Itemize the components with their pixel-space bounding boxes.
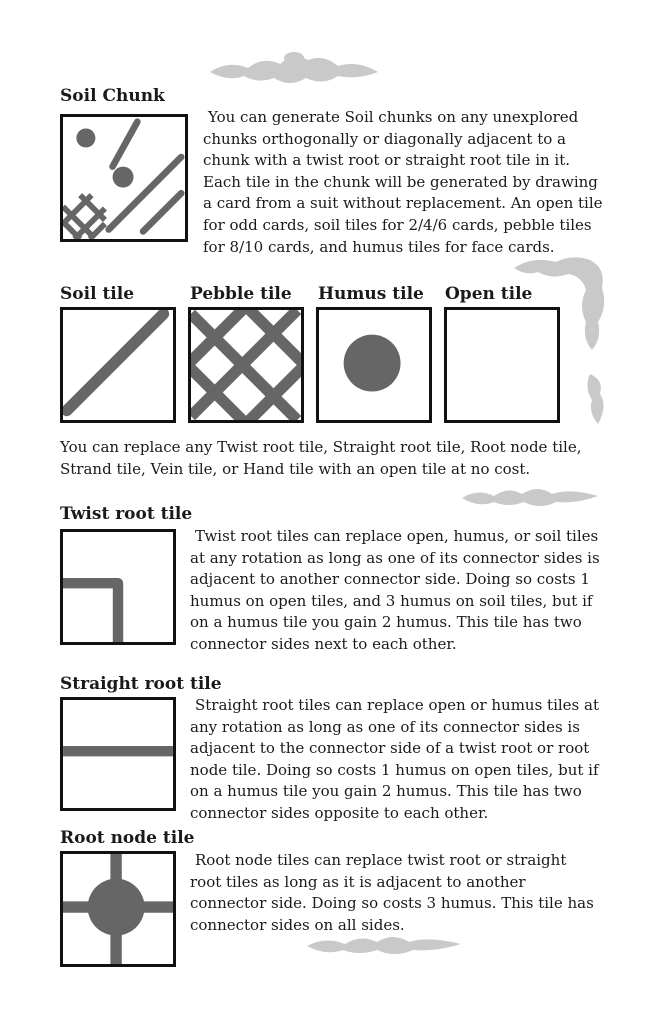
twist-root-text: Twist root tiles can replace open, humus, or soil tiles at any rotation as long as one of its connector sides is adjacent to another connector side. Doing so costs 1 humus on open tiles, and 3 humus on soil tiles, but if on a humus tile you gain 2 humus. This tile has two connector sides next to each other. — [190, 527, 600, 653]
replace-note: You can replace any Twist root tile, Straight root tile, Root node tile, Strand tile, Vein tile, or Hand tile with an open tile at no cost. — [60, 438, 582, 478]
soil-chunk-heading: Soil Chunk — [60, 86, 165, 106]
open-tile-label: Open tile — [445, 284, 533, 304]
open-tile — [444, 307, 560, 423]
soil-chunk-text: You can generate Soil chunks on any unexplored chunks orthogonally or diagonally adjacent to a chunk with a twist root or straight root tile in it. Each tile in the chunk will be generated by drawing a card from a suit without replacement. An open tile for odd cards, soil tiles for 2/4/6 cards, pebble tiles for 8/10 cards, and humus tiles for face cards. — [203, 108, 603, 256]
soil-tile — [60, 307, 176, 423]
straight-root-text: Straight root tiles can replace open or humus tiles at any rotation as long as one of its connector sides is adjacent to the connector side of a twist root or root node tile. Doing so costs 1 humus on open tiles, but if on a humus tile you gain 2 humus. This tile has two connector sides opposite to each other. — [190, 696, 599, 822]
pebble-tile-label: Pebble tile — [190, 284, 292, 304]
ornament-middle — [460, 482, 600, 512]
root-node-tile — [60, 851, 176, 967]
soil-chunk-tile — [60, 114, 188, 242]
soil-tile-label: Soil tile — [60, 284, 135, 304]
humus-tile-label: Humus tile — [318, 284, 424, 304]
humus-tile — [316, 307, 432, 423]
root-node-text: Root node tiles can replace twist root or straight root tiles as long as it is adjacent to another connector side. Doing so costs 3 humus. This tile has connector sides on all sides. — [190, 851, 594, 934]
twist-root-heading: Twist root tile — [60, 504, 193, 524]
pebble-tile — [188, 307, 304, 423]
ornament-top — [208, 50, 380, 90]
straight-root-tile — [60, 697, 176, 811]
ornament-side — [582, 372, 608, 426]
root-node-heading: Root node tile — [60, 828, 195, 848]
straight-root-heading: Straight root tile — [60, 674, 222, 694]
twist-root-tile — [60, 529, 176, 645]
